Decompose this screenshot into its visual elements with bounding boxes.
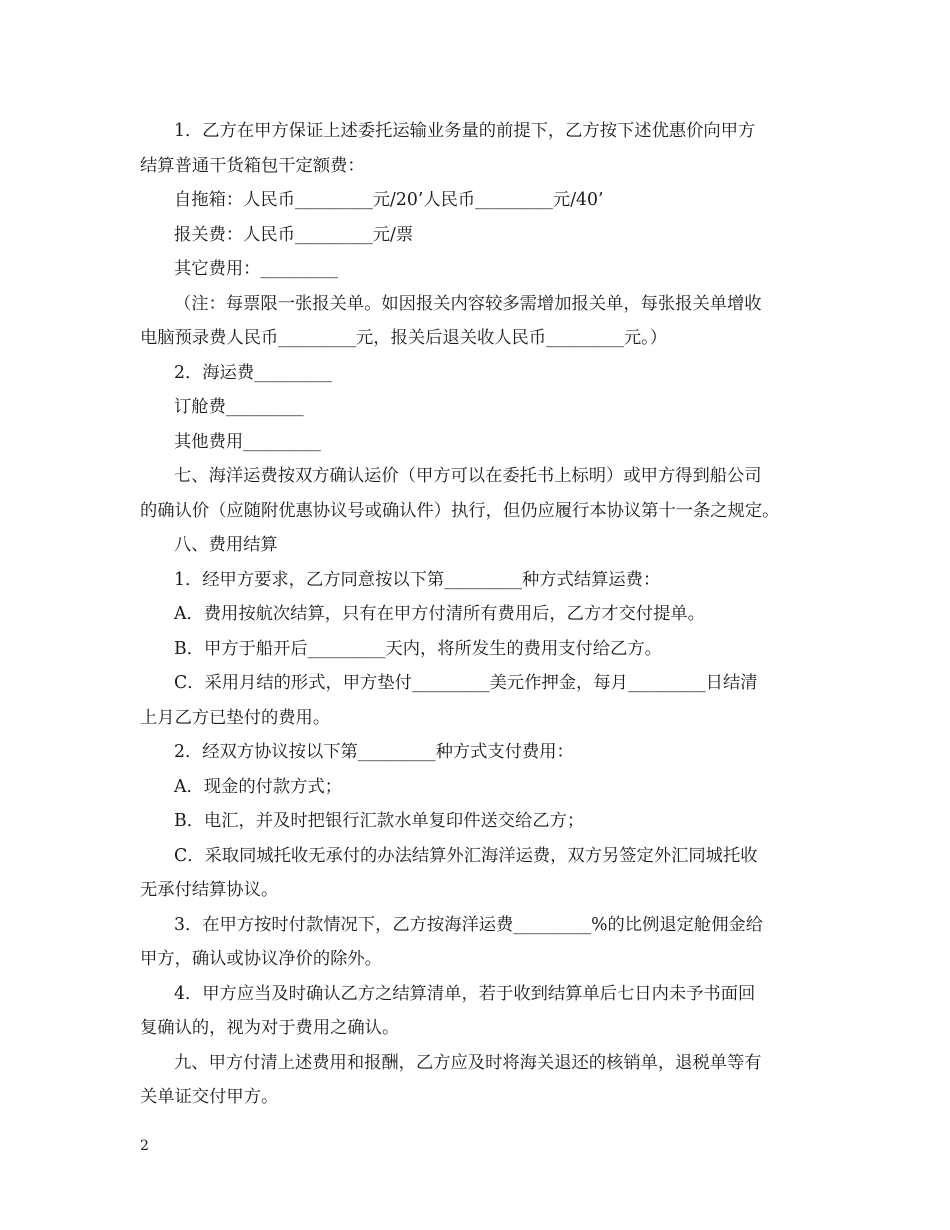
text-line: 关单证交付甲方。 bbox=[140, 1087, 279, 1107]
document-body bbox=[140, 114, 830, 1115]
text-line: A．现金的付款方式； bbox=[174, 776, 343, 797]
text-line: 3．在甲方按时付款情况下，乙方按海洋运费_________%的比例退定舱佣金给 bbox=[174, 914, 764, 935]
text-line: C．采用月结的形式，甲方垫付_________美元作押金，每月_________日结清 bbox=[174, 673, 758, 693]
text-line: A．费用按航次结算，只有在甲方付清所有费用后，乙方才交付提单。 bbox=[174, 604, 705, 624]
text-line: 无承付结算协议。 bbox=[140, 880, 279, 900]
page-number: 2 bbox=[140, 1138, 149, 1154]
text-line: 4．甲方应当及时确认乙方之结算清单，若于收到结算单后七日内未予书面回 bbox=[174, 983, 756, 1004]
text-line: 其他费用_________ bbox=[174, 431, 321, 452]
text-line: 上月乙方已垫付的费用。 bbox=[140, 707, 331, 728]
text-line: 订舱费_________ bbox=[174, 397, 304, 417]
text-line: B．甲方于船开后_________天内，将所发生的费用支付给乙方。 bbox=[174, 638, 662, 659]
text-line: 自拖箱：人民币_________元/20’人民币_________元/40’ bbox=[174, 190, 604, 210]
text-line: B．电汇，并及时把银行汇款水单复印件送交给乙方； bbox=[174, 811, 585, 831]
text-line: 电脑预录费人民币_________元，报关后退关收人民币_________元。） bbox=[140, 328, 668, 348]
text-line: 的确认价（应随附优惠协议号或确认件）执行，但仍应履行本协议第十一条之规定。 bbox=[140, 500, 780, 521]
text-line: 1．经甲方要求，乙方同意按以下第_________种方式结算运费： bbox=[174, 569, 661, 590]
text-line: 复确认的，视为对于费用之确认。 bbox=[140, 1018, 400, 1038]
text-line: 七、海洋运费按双方确认运价（甲方可以在委托书上标明）或甲方得到船公司 bbox=[174, 466, 762, 486]
text-line: （注：每票限一张报关单。如因报关内容较多需增加报关单，每张报关单增收 bbox=[174, 293, 762, 314]
text-line: 其它费用：_________ bbox=[174, 259, 339, 279]
text-line: 甲方，确认或协议净价的除外。 bbox=[140, 949, 382, 969]
text-line: C．采取同城托收无承付的办法结算外汇海洋运费，双方另签定外汇同城托收 bbox=[174, 845, 758, 866]
text-line: 1．乙方在甲方保证上述委托运输业务量的前提下，乙方按下述优惠价向甲方 bbox=[174, 121, 756, 141]
text-line: 八、费用结算 bbox=[174, 535, 278, 555]
text-line: 2．海运费_________ bbox=[174, 362, 332, 383]
text-line: 报关费：人民币_________元/票 bbox=[174, 224, 414, 245]
text-line: 九、甲方付清上述费用和报酬，乙方应及时将海关退还的核销单，退税单等有 bbox=[174, 1052, 762, 1073]
text-line: 2．经双方协议按以下第_________种方式支付费用： bbox=[174, 742, 574, 762]
text-line: 结算普通干货箱包干定额费： bbox=[140, 155, 365, 176]
